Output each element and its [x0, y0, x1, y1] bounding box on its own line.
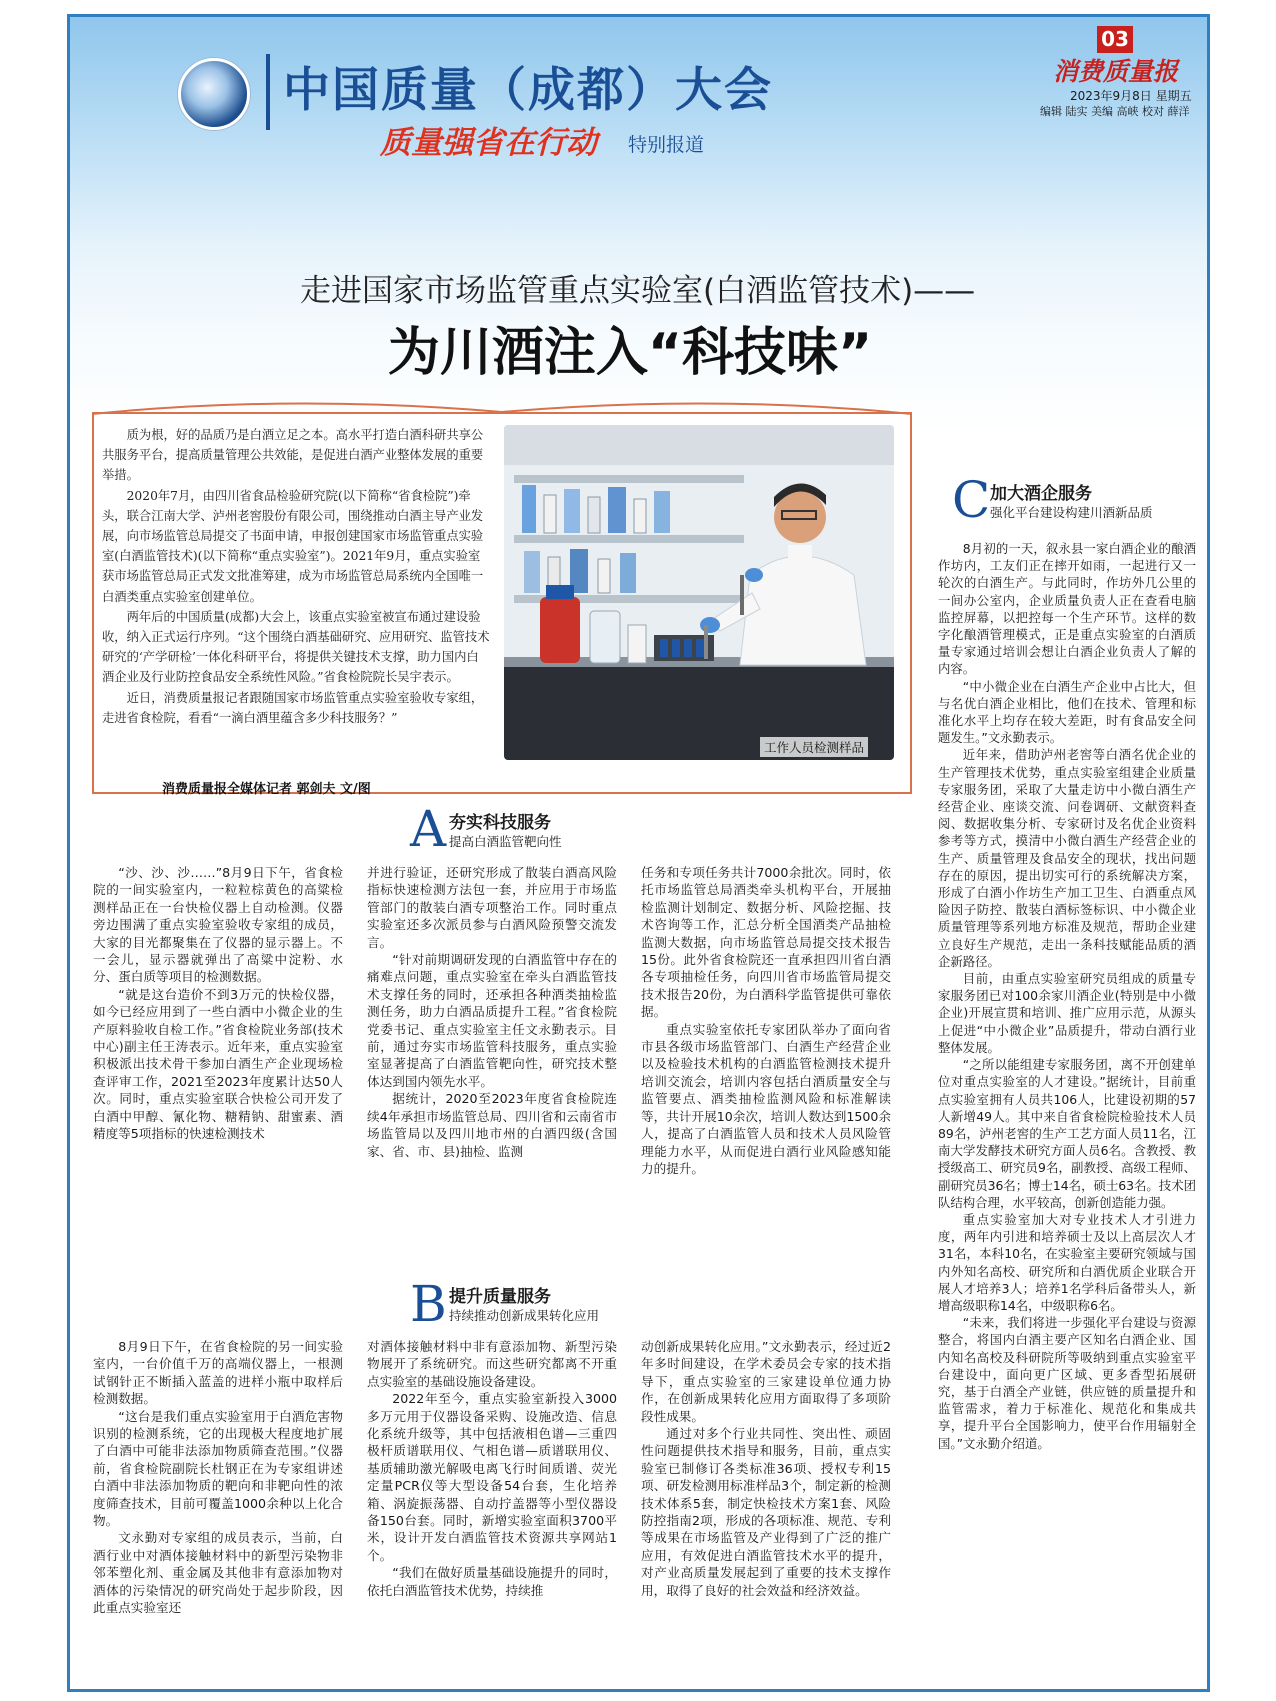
section-c-title: 加大酒企服务	[990, 484, 1092, 504]
section-c-column	[938, 540, 1196, 1452]
masthead-title: 中国质量（成都）大会	[283, 63, 773, 118]
paragraph: “之所以能组建专家服务团，离不开创建单位对重点实验室的人才建设。”据统计，目前重点实验室拥有人员共106人，比建设初期的57人新增49人。其中来自省食检院检验技术人员89名，泸州老窖的生产工艺方面人员11名，江南大学发酵技术研究方面人员6名。含教授、教授级高工、研究员9名，副教授、高级工程师、副研究员36名；博士14名，硕士63名。技术团队结构合理，水平较高，创新创造能力强。	[938, 1057, 1196, 1210]
section-b-column-1	[93, 1338, 343, 1617]
page-number-badge: 03	[1097, 26, 1133, 53]
lab-worker-illustration	[504, 425, 894, 760]
special-report-label: 特别报道	[628, 134, 705, 156]
section-b-column-3	[641, 1338, 891, 1599]
paragraph: 8月9日下午，在省食检院的另一间实验室内，一台价值千万的高端仪器上，一根测试钢针正不断插入蓝盖的进样小瓶中取样后检测数据。	[93, 1339, 343, 1407]
lab-photo	[504, 425, 894, 760]
paragraph: 对酒体接触材料中非有意添加物、新型污染物展开了系统研究。而这些研究都离不开重点实验室的基础设施设备建设。	[367, 1339, 617, 1389]
paragraph: 通过对多个行业共同性、突出性、顽固性问题提供技术指导和服务，目前，重点实验室已制修订各类标准36项、授权专利15项、研发检测用标准样品3个，制定新的检测技术体系5套，制定快检技术方案1套、风险防控指南2项，形成的各项标准、规范、专利等成果在市场监管及产业得到了广泛的推广应用，有效促进白酒监管技术水平的提升，对产业高质量发展起到了重要的技术支撑作用，取得了良好的社会效益和经济效益。	[641, 1426, 891, 1598]
paragraph: 近年来，借助泸州老窖等白酒名优企业的生产管理技术优势，重点实验室组建企业质量专家服务团，采取了大量走访中小微白酒生产经营企业、座谈交流、问卷调研、文献资料查阅、数据收集分析、专家研讨及名优企业资料参考等方式，摸清中小微白酒生产经营企业的生产、质量管理及食品安全的现状，找出问题存在的原因，提出切实可行的系统解决方案，形成了白酒小作坊生产加工卫生、白酒重点风险因子防控、散装白酒标签标识、中小微企业质量管理等系列地方标准及规范，帮助企业建立良好生产规范，走出一条科技赋能品质的酒企新路径。	[938, 747, 1196, 969]
paragraph: 目前，由重点实验室研究员组成的质量专家服务团已对100余家川酒企业(特别是中小微企业)开展宣贯和培训、推广应用示范，从源头上促进“中小微企业”品质提升，带动白酒行业整体发展。	[938, 971, 1196, 1055]
paragraph: “中小微企业在白酒生产企业中占比大，但与名优白酒企业相比，他们在技术、管理和标准化水平上均存在较大差距，时有食品安全问题发生。”文永勤表示。	[938, 678, 1196, 746]
section-b-column-2	[367, 1338, 617, 1599]
editor-credits: 编辑 陆实 美编 高峡 校对 薛洋	[1040, 105, 1190, 118]
section-a-letter: A	[410, 800, 447, 858]
paragraph: 重点实验室依托专家团队举办了面向省市县各级市场监管部门、白酒生产经营企业以及检验技术机构的白酒监管检测技术提升培训交流会，培训内容包括白酒质量安全与监管要点、酒类抽检监测风险和标准解读等，共计开展10余次，培训人数达到1500余人，提高了白酒监管人员和技术人员风险管理能力水平，从而促进白酒行业风险感知能力的提升。	[641, 1021, 891, 1176]
paragraph: 据统计，2020至2023年度省食检院连续4年承担市场监管总局、四川省和云南省市场监管局以及四川地市州的白酒四级(含国家、省、市、县)抽检、监测	[367, 1091, 617, 1159]
paragraph: 文永勤对专家组的成员表示，当前，白酒行业中对酒体接触材料中的新型污染物非邻苯塑化剂、重金属及其他非有意添加物对酒体的污染情况的研究尚处于起步阶段，因此重点实验室还	[93, 1530, 343, 1616]
section-c-subtitle: 强化平台建设构建川酒新品质	[990, 505, 1153, 520]
paragraph: “未来，我们将进一步强化平台建设与资源整合，将国内白酒主要产区知名白酒企业、国内知名高校及科研院所等吸纳到重点实验室平台建设中，面向更广区域、更多香型拓展研究，基于白酒全产业链，供应链的质量提升和监管需求，着力于标准化、规范化和集成共享，提升平台全国影响力，使平台作用辐射全国。”文永勤介绍道。	[938, 1315, 1196, 1451]
paragraph: “这台是我们重点实验室用于白酒危害物识别的检测系统，它的出现极大程度地扩展了白酒中可能非法添加物质筛查范围。”仪器前，省食检院副院长杜钢正在为专家组讲述白酒中非法添加物质的靶向和非靶向性的浓度筛查技术，目前可覆盖1000余种以上化合物。	[93, 1408, 343, 1529]
special-slogan: 质量强省在行动	[380, 125, 597, 161]
paragraph: “沙、沙、沙……”8月9日下午，省食检院的一间实验室内，一粒粒棕黄色的高粱检测样品正在一台快检仪器上自动检测。仪器旁边围满了重点实验室验收专家组的成员，大家的目光都聚集在了仪器的显示器上。不一会儿，显示器就弹出了高粱中淀粉、水分、蛋白质等项目的检测数据。	[93, 865, 343, 985]
paragraph: 重点实验室加大对专业技术人才引进力度，两年内引进和培养硕士及以上高层次人才31名，本科10名，在实验室主要研究领域与国内外知名高校、研究所和白酒优质企业联合开展人才培养3人；培养1名学科后备带头人，新增高级职称14名，中级职称6名。	[938, 1211, 1196, 1313]
section-b-title: 提升质量服务	[449, 1287, 551, 1307]
paragraph: “我们在做好质量基础设施提升的同时，依托白酒监管技术优势，持续推	[367, 1565, 617, 1598]
photo-caption: 工作人员检测样品	[760, 737, 868, 757]
paragraph: 任务和专项任务共计7000余批次。同时，依托市场监管总局酒类牵头机构平台，开展抽检监测计划制定、数据分析、风险挖掘、技术咨询等工作，汇总分析全国酒类产品抽检监测大数据，向市场监管总局提交技术报告15份。此外省食检院还一直承担四川省白酒各专项抽检任务，向四川省市场监管局提交技术报告20份，为白酒科学监管提供可靠依据。	[641, 865, 891, 1020]
section-c-letter: C	[952, 471, 991, 529]
section-b-letter: B	[410, 1275, 447, 1333]
section-a-column-2	[367, 864, 617, 1160]
paragraph: “就是这台造价不到3万元的快检仪器，如今已经应用到了一些白酒中小微企业的生产原料验收自检工作。”省食检院业务部(技术中心)副主任王涛表示。近年来，重点实验室积极派出技术骨干参加白酒生产企业现场检查评审工作，2021至2023年度累计达50人次。同时，重点实验室联合快检公司开发了白酒中甲醇、氰化物、糖精钠、甜蜜素、酒精度等5项指标的快速检测技术	[93, 986, 343, 1142]
intro-paragraph: 两年后的中国质量(成都)大会上，该重点实验室被宣布通过建设验收，纳入正式运行序列。“这个围绕白酒基础研究、应用研究、监管技术研究的‘产学研检’一体化科研平台，将提供关键技术支撑，助力国内白酒企业及行业防控食品安全系统性风险。”省食检院院长吴宇表示。	[102, 609, 490, 685]
article-title: 为川酒注入“科技味”	[387, 323, 873, 383]
section-a-title: 夯实科技服务	[449, 813, 551, 833]
intro-text	[102, 425, 490, 728]
intro-paragraph: 质为根，好的品质乃是白酒立足之本。高水平打造白酒科研共享公共服务平台，提高质量管理公共效能，是促进白酒产业整体发展的重要举措。	[102, 428, 484, 483]
intro-paragraph: 2020年7月，由四川省食品检验研究院(以下简称“省食检院”)牵头，联合江南大学、泸州老窖股份有限公司，围绕推动白酒主导产业发展，向市场监管总局提交了书面申请，申报创建国家市场监管重点实验室(白酒监管技术)(以下简称“重点实验室”)。2021年9月，重点实验室获市场监管总局正式发文批准筹建，成为市场监管总局系统内全国唯一白酒类重点实验室创建单位。	[102, 488, 484, 604]
section-b-subtitle: 持续推动创新成果转化应用	[449, 1308, 600, 1323]
byline: 消费质量报全媒体记者 郭剑夫 文/图	[162, 782, 371, 797]
paragraph: 并进行验证，还研究形成了散装白酒高风险指标快速检测方法包一套，并应用于市场监管部门的散装白酒专项整治工作。同时重点实验室还多次派员参与白酒风险预警交流发言。	[367, 865, 617, 950]
newspaper-name: 消费质量报	[1053, 57, 1179, 86]
section-a-column-3	[641, 864, 891, 1177]
book-curve-icon	[92, 398, 912, 418]
paragraph: 8月初的一天，叙永县一家白酒企业的酿酒作坊内，工友们正在摔开如雨，一起进行又一轮次的白酒生产。与此同时，作坊外几公里的一间办公室内，企业质量负责人正在查看电脑监控屏幕，以把控每一个生产环节。这样的数字化酿酒管理模式，正是重点实验室的白酒质量专家通过培训会想让白酒企业负责人了解的内容。	[938, 541, 1196, 677]
section-a-column-1	[93, 864, 343, 1143]
section-a-subtitle: 提高白酒监管靶向性	[449, 834, 562, 849]
paragraph: 2022年至今，重点实验室新投入3000多万元用于仪器设备采购、设施改造、信息化系统升级等，其中包括液相色谱—三重四极杆质谱联用仪、气相色谱—质谱联用仪、基质辅助激光解吸电离飞行时间质谱、荧光定量PCR仪等大型设备54台套，生化培养箱、涡旋振荡器、自动拧盖器等小型仪器设备150台套。同时，新增实验室面积3700平米，设计开发白酒监管技术资源共享网站1个。	[367, 1391, 617, 1563]
intro-paragraph: 近日，消费质量报记者跟随国家市场监管重点实验室验收专家组，走进省食检院，看看“一滴白酒里蕴含多少科技服务？”	[102, 690, 484, 725]
publication-date: 2023年9月8日 星期五	[1070, 89, 1192, 103]
paragraph: “针对前期调研发现的白酒监管中存在的痛难点问题，重点实验室在牵头白酒监管技术支撑任务的同时，还承担各种酒类抽检监测任务，助力白酒品质提升工程。”省食检院党委书记、重点实验室主任文永勤表示。目前，通过夯实市场监管科技服务，重点实验室显著提高了白酒监管靶向性，研究技术整体达到国内领先水平。	[367, 952, 617, 1089]
article-subtitle: 走进国家市场监管重点实验室(白酒监管技术)——	[300, 273, 976, 309]
globe-logo-icon	[178, 58, 250, 130]
header-divider	[266, 54, 270, 130]
paragraph: 动创新成果转化应用。”文永勤表示，经过近2年多时间建设，在学术委员会专家的技术指导下，重点实验室的三家建设单位通力协作，在创新成果转化应用方面取得了多项阶段性成果。	[641, 1339, 891, 1424]
